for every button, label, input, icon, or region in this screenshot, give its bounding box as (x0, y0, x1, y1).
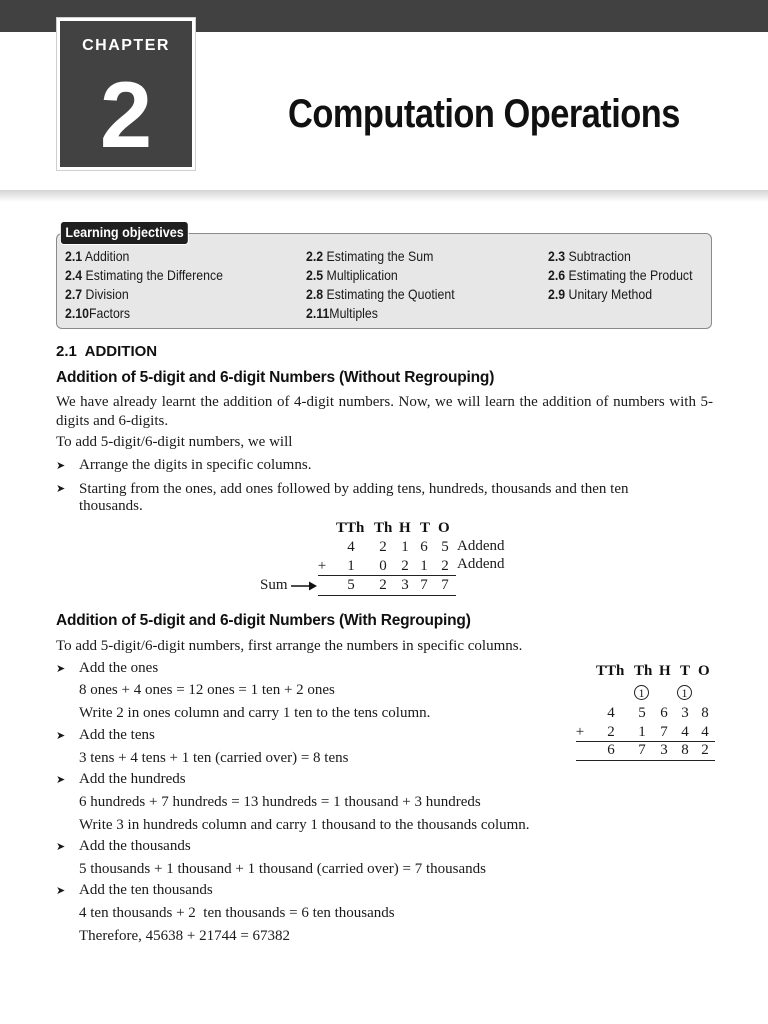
digit: 5 (638, 705, 646, 721)
column-header: Th (374, 520, 393, 536)
step-heading: Add the ten thousands (79, 882, 213, 898)
column-header: T (680, 663, 691, 679)
objective-text: Addition (84, 248, 130, 264)
digit: 4 (347, 539, 355, 555)
digit: 1 (347, 558, 355, 574)
step-heading: Add the thousands (79, 838, 191, 854)
arrow-bullet-icon: ➤ (56, 730, 66, 742)
digit: 5 (347, 577, 355, 593)
digit: 7 (660, 724, 668, 740)
objective-text: Estimating the Product (568, 267, 693, 283)
section-title: ADDITION (84, 343, 158, 360)
learning-objectives-tag: Learning objectives (60, 221, 189, 245)
chapter-title: Computation Operations (288, 92, 680, 136)
right-arrow-icon (291, 580, 317, 592)
objective-number: 2.3 (548, 248, 566, 264)
step-text: Write 2 in ones column and carry 1 ten to the tens column. (79, 705, 431, 721)
column-header: H (399, 520, 411, 536)
step-heading: Add the tens (79, 727, 155, 743)
digit: 6 (607, 742, 615, 758)
column-header: TTh (596, 663, 625, 679)
intro-paragraph: We have already learnt the addition of 4-digit numbers. Now, we will learn the addition of numbers with 5-digits and 6-digits. (56, 394, 713, 429)
objective-text: Factors (88, 305, 131, 321)
objective-item (65, 305, 130, 321)
digit: 1 (401, 539, 409, 555)
plus-sign: + (575, 724, 585, 740)
arrow-bullet-icon: ➤ (56, 841, 66, 853)
lead-text: To add 5-digit/6-digit numbers, we will (56, 434, 293, 450)
objective-item (548, 286, 652, 302)
arrow-bullet-icon: ➤ (56, 774, 66, 786)
column-header: O (698, 663, 710, 679)
objective-number: 2.1 (65, 248, 83, 264)
objective-number: 2.7 (65, 286, 83, 302)
step-text: 8 ones + 4 ones = 12 ones = 1 ten + 2 ones (79, 682, 335, 698)
arrow-bullet-icon: ➤ (56, 885, 66, 897)
arrow-bullet-icon: ➤ (56, 663, 66, 675)
digit: 6 (660, 705, 668, 721)
digit: 4 (607, 705, 615, 721)
sum-rule-bottom (318, 595, 456, 596)
objective-item (306, 305, 378, 321)
digit: 1 (638, 724, 646, 740)
lead-text: To add 5-digit/6-digit numbers, first arrange the numbers in specific columns. (56, 638, 523, 654)
digit: 3 (401, 577, 409, 593)
objective-number: 2.4 (65, 267, 83, 283)
digit: 2 (607, 724, 615, 740)
column-header: H (659, 663, 671, 679)
digit: 3 (681, 705, 689, 721)
addend-label: Addend (457, 538, 505, 554)
digit: 4 (701, 724, 709, 740)
column-header: TTh (336, 520, 365, 536)
objective-text: Unitary Method (568, 286, 653, 302)
bullet-text (79, 480, 713, 499)
chapter-box (57, 18, 195, 170)
subheading-with-regrouping: Addition of 5-digit and 6-digit Numbers (With Regrouping) (56, 612, 471, 629)
objective-number: 2.8 (306, 286, 324, 302)
objective-text: Estimating the Quotient (326, 286, 455, 302)
step-text: 5 thousands + 1 thousand + 1 thousand (carried over) = 7 thousands (79, 861, 486, 877)
digit: 2 (441, 558, 449, 574)
column-header: Th (634, 663, 653, 679)
step-heading: Add the hundreds (79, 771, 186, 787)
digit: 7 (441, 577, 449, 593)
objective-number: 2.9 (548, 286, 566, 302)
carry-digit: 1 (677, 685, 692, 700)
digit: 3 (660, 742, 668, 758)
objective-text: Multiples (329, 305, 378, 321)
digit: 0 (379, 558, 387, 574)
addend-label: Addend (457, 556, 505, 572)
plus-sign: + (317, 558, 327, 574)
step-heading: Add the ones (79, 660, 159, 676)
digit: 4 (681, 724, 689, 740)
objective-item (65, 267, 223, 283)
objective-item (548, 248, 631, 264)
subheading-without-regrouping: Addition of 5-digit and 6-digit Numbers (Without Regrouping) (56, 369, 495, 386)
step-text: 3 tens + 4 tens + 1 ten (carried over) = 8 tens (79, 750, 349, 766)
objective-number: 2.10 (65, 305, 89, 321)
digit: 1 (420, 558, 428, 574)
sum-label: Sum (260, 577, 288, 593)
conclusion-text: Therefore, 45638 + 21744 = 67382 (79, 928, 291, 944)
bullet-text-continued: thousands. (79, 498, 143, 514)
step-text: 4 ten thousands + 2 ten thousands = 6 ten thousands (79, 905, 395, 921)
carry-digit: 1 (634, 685, 649, 700)
objective-text: Estimating the Difference (85, 267, 223, 283)
objective-item (306, 248, 433, 264)
objective-number: 2.6 (548, 267, 566, 283)
objective-text: Estimating the Sum (326, 248, 434, 264)
chapter-number: 2 (99, 62, 153, 167)
digit: 8 (701, 705, 709, 721)
sum-rule (318, 575, 456, 576)
digit: 2 (701, 742, 709, 758)
arrow-bullet-icon: ➤ (56, 460, 66, 472)
objective-text: Division (85, 286, 129, 302)
objective-item (306, 286, 455, 302)
objective-item (65, 248, 129, 264)
digit: 7 (638, 742, 646, 758)
section-heading (56, 343, 157, 360)
digit: 7 (420, 577, 428, 593)
step-text: Write 3 in hundreds column and carry 1 thousand to the thousands column. (79, 817, 530, 833)
digit: 8 (681, 742, 689, 758)
objective-number: 2.2 (306, 248, 324, 264)
step-text: 6 hundreds + 7 hundreds = 13 hundreds = 1 thousand + 3 hundreds (79, 794, 481, 810)
bullet-text: Arrange the digits in specific columns. (79, 457, 312, 473)
digit: 2 (379, 577, 387, 593)
objective-number: 2.5 (306, 267, 324, 283)
column-header: O (438, 520, 450, 536)
objective-item (65, 286, 129, 302)
header-divider (0, 190, 768, 202)
bullet-text-line: Starting from the ones, add ones followed by adding tens, hundreds, thousands and then ten (79, 481, 629, 497)
objective-item (306, 267, 398, 283)
column-header: T (420, 520, 431, 536)
digit: 2 (401, 558, 409, 574)
sum-rule-bottom (576, 760, 715, 761)
digit: 2 (379, 539, 387, 555)
objective-text: Multiplication (326, 267, 398, 283)
objective-number: 2.11 (306, 305, 330, 321)
chapter-label: CHAPTER (82, 37, 170, 54)
digit: 6 (420, 539, 428, 555)
section-number: 2.1 (56, 343, 77, 360)
objective-text: Subtraction (568, 248, 631, 264)
arrow-bullet-icon: ➤ (56, 483, 66, 495)
objective-item (548, 267, 693, 283)
digit: 5 (441, 539, 449, 555)
